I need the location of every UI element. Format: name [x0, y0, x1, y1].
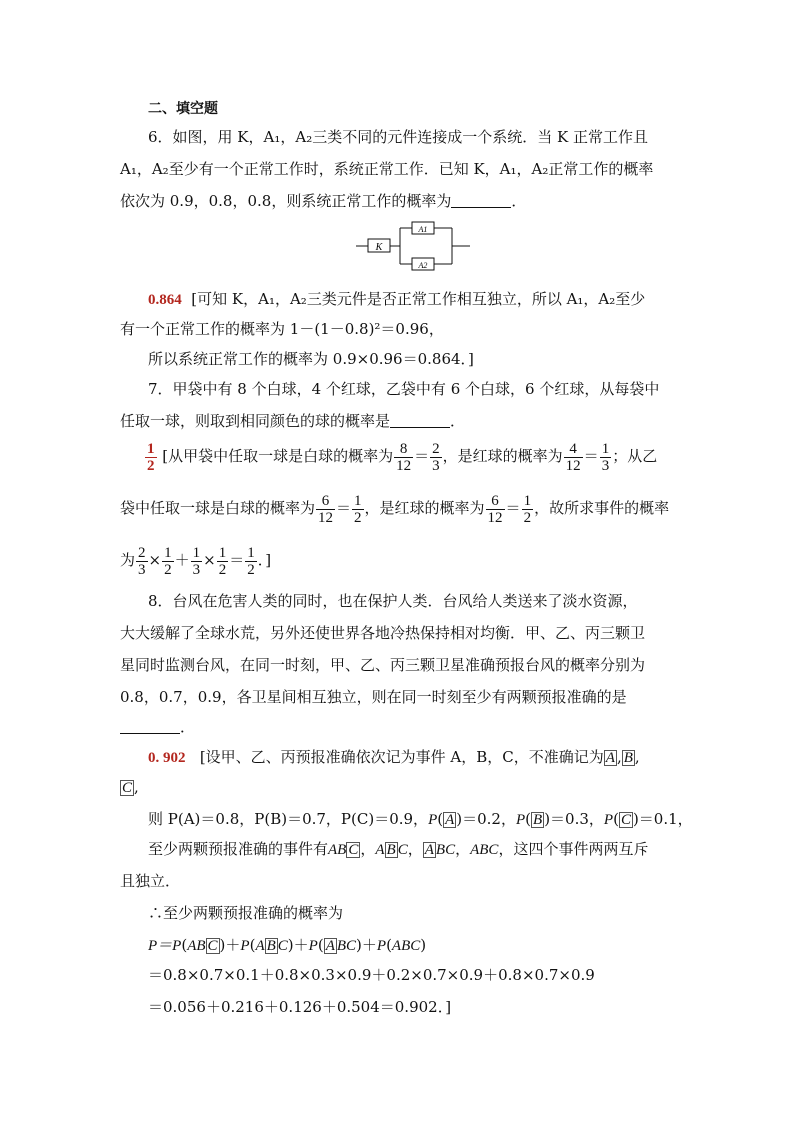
q8-solution-line5: 且独立． [120, 872, 181, 890]
q7-sol1c: ；从乙 [612, 447, 658, 465]
q6-line3: 依次为 0.9，0.8，0.8，则系统正常工作的概率为 ． [120, 192, 527, 210]
fraction: $\frac{2}{3}$ [138, 544, 146, 578]
q7-answer-fraction [145, 441, 157, 474]
q7-answer-den: 2 [147, 457, 155, 474]
q6-solution-line1 [148, 288, 645, 311]
q6-line1: 6．如图，用 K，A₁，A₂三类不同的元件连接成一个系统．当 K 正常工作且 [148, 128, 648, 146]
fraction: $\frac{6}{12}$ [318, 492, 334, 526]
answer-blank [390, 413, 450, 428]
fraction: $\frac{6}{12}$ [487, 492, 503, 526]
fraction: $\frac{1}{2}$ [164, 544, 172, 578]
q6-solution-line2: 有一个正常工作的概率为 1－(1－0.8)²＝0.96， [120, 320, 444, 338]
q8-solution-line9: ＝0.056＋0.216＋0.126＋0.504＝0.902．] [148, 998, 452, 1016]
circuit-diagram [356, 218, 474, 274]
q7-sol1b: ，是红球的概率为 [442, 447, 563, 465]
q7-sol1a: [从甲袋中任取一球是白球的概率为 [162, 447, 394, 465]
q8-solution-line4: 至少两颗预报准确的事件有AB C ，A B C， A BC，ABC，这四个事件两两互斥 [148, 840, 649, 858]
fraction: $\frac{1}{2}$ [523, 492, 532, 526]
fraction: $\frac{2}{3}$ [432, 440, 440, 474]
q8-line3: 星同时监测台风，在同一时刻，甲、乙、丙三颗卫星准确预报台风的概率分别为 [120, 656, 646, 674]
q7-solution-line1: $\frac{1}{2}$ [从甲袋中任取一球是白球的概率为 $\frac{8}{12}$ ＝ $\frac{2}{3}$ ，是红球的概率为 $\frac{4}{12}$ ＝ $\frac{1}{3}$ ；从乙 [147, 440, 658, 474]
q6-solution-line3: 所以系统正常工作的概率为 0.9×0.96＝0.864．] [148, 350, 474, 368]
q7-line2: 任取一球，则取到相同颜色的球的概率是 ． [120, 412, 466, 430]
q8-solution-line1: 0. 902 [设甲、乙、丙预报准确依次记为事件 A，B，C，不准确记为 A , B , [148, 748, 640, 766]
q8-solution-line6: ∴至少两颗预报准确的概率为 [148, 904, 344, 922]
fraction: $\frac{1}{3}$ [192, 544, 201, 578]
q7-sol2b: ，是红球的概率为 [364, 499, 485, 517]
q7-sol2a: 袋中任取一球是白球的概率为 [120, 499, 316, 517]
q7-solution-line3: 为 $\frac{2}{3}$ × $\frac{1}{2}$ ＋ $\frac{1}{3}$ × $\frac{1}{2}$ ＝ $\frac{1}{2}$ ．] [120, 544, 272, 578]
fraction: $\frac{1}{2}$ [354, 492, 362, 526]
fraction: $\frac{1}{2}$ [247, 544, 255, 578]
fraction: $\frac{1}{2}$ [218, 544, 227, 578]
q6-answer: 0.864 [148, 292, 182, 308]
answer-blank [120, 719, 180, 734]
q8-sol3-text: 则 P(A)＝0.8，P(B)＝0.7，P(C)＝0.9， [148, 810, 429, 828]
q8-sol1-text: [设甲、乙、丙预报准确依次记为事件 A，B，C，不准确记为 [199, 748, 604, 766]
q6-line2: A₁，A₂至少有一个正常工作时，系统正常工作．已知 K，A₁，A₂正常工作的概率 [120, 160, 654, 178]
q8-sol4-tail: ，这四个事件两两互斥 [498, 840, 649, 858]
q8-line2: 大大缓解了全球水荒，另外还使世界各地冷热保持相对均衡．甲、乙、丙三颗卫 [120, 624, 646, 642]
q7-sol2c: ，故所求事件的概率 [534, 499, 670, 517]
q7-line2-text: 任取一球，则取到相同颜色的球的概率是 [120, 412, 391, 430]
q8-sol4-text: 至少两颗预报准确的事件有 [148, 840, 329, 858]
q8-solution-line3: 则 P(A)＝0.8，P(B)＝0.7，P(C)＝0.9，P( A )＝0.2，P( B )＝0.3，P( C )＝0.1， [148, 810, 693, 828]
diagram-label-a1: A1 [418, 225, 428, 234]
q8-sol7-text: P＝ [148, 938, 173, 954]
q7-sol3b: ．] [257, 551, 272, 569]
q8-line4: 0.8，0.7，0.9，各卫星间相互独立，则在同一时刻至少有两颗预报准确的是 [120, 688, 627, 706]
q8-solution-line7: P＝P(AB C )＋P(A B C)＋P( A BC)＋P(ABC) [148, 936, 427, 954]
q8-line1: 8．台风在危害人类的同时，也在保护人类．台风给人类送来了淡水资源， [148, 592, 638, 610]
q7-answer-num: 1 [147, 440, 155, 457]
answer-blank [451, 193, 511, 208]
q8-line5: ． [120, 716, 195, 738]
q7-sol3a: 为 [120, 551, 136, 569]
q7-solution-line2: 袋中任取一球是白球的概率为 $\frac{6}{12}$ ＝ $\frac{1}{2}$ ，是红球的概率为 $\frac{6}{12}$ ＝ $\frac{1}{2}$ ，故所求事件的概率 [120, 492, 670, 526]
q6-line3-text: 依次为 0.9，0.8，0.8，则系统正常工作的概率为 [120, 192, 452, 210]
fraction: $\frac{1}{3}$ [601, 440, 610, 474]
fraction: $\frac{4}{12}$ [565, 440, 581, 474]
fraction: $\frac{8}{12}$ [396, 440, 412, 474]
diagram-label-a2: A2 [418, 261, 428, 270]
q7-line1: 7．甲袋中有 8 个白球，4 个红球，乙袋中有 6 个白球，6 个红球，从每袋中 [148, 380, 660, 398]
diagram-label-k: K [375, 242, 383, 253]
q8-solution-line2: C , [122, 778, 139, 796]
q8-solution-line8: ＝0.8×0.7×0.1＋0.8×0.3×0.9＋0.2×0.7×0.9＋0.8×0.7×0.9 [148, 966, 595, 984]
section-title: 二、填空题 [148, 101, 218, 117]
q6-sol1-text: [可知 K，A₁，A₂三类元件是否正常工作相互独立，所以 A₁，A₂至少 [191, 290, 646, 308]
q8-answer: 0. 902 [148, 750, 186, 766]
